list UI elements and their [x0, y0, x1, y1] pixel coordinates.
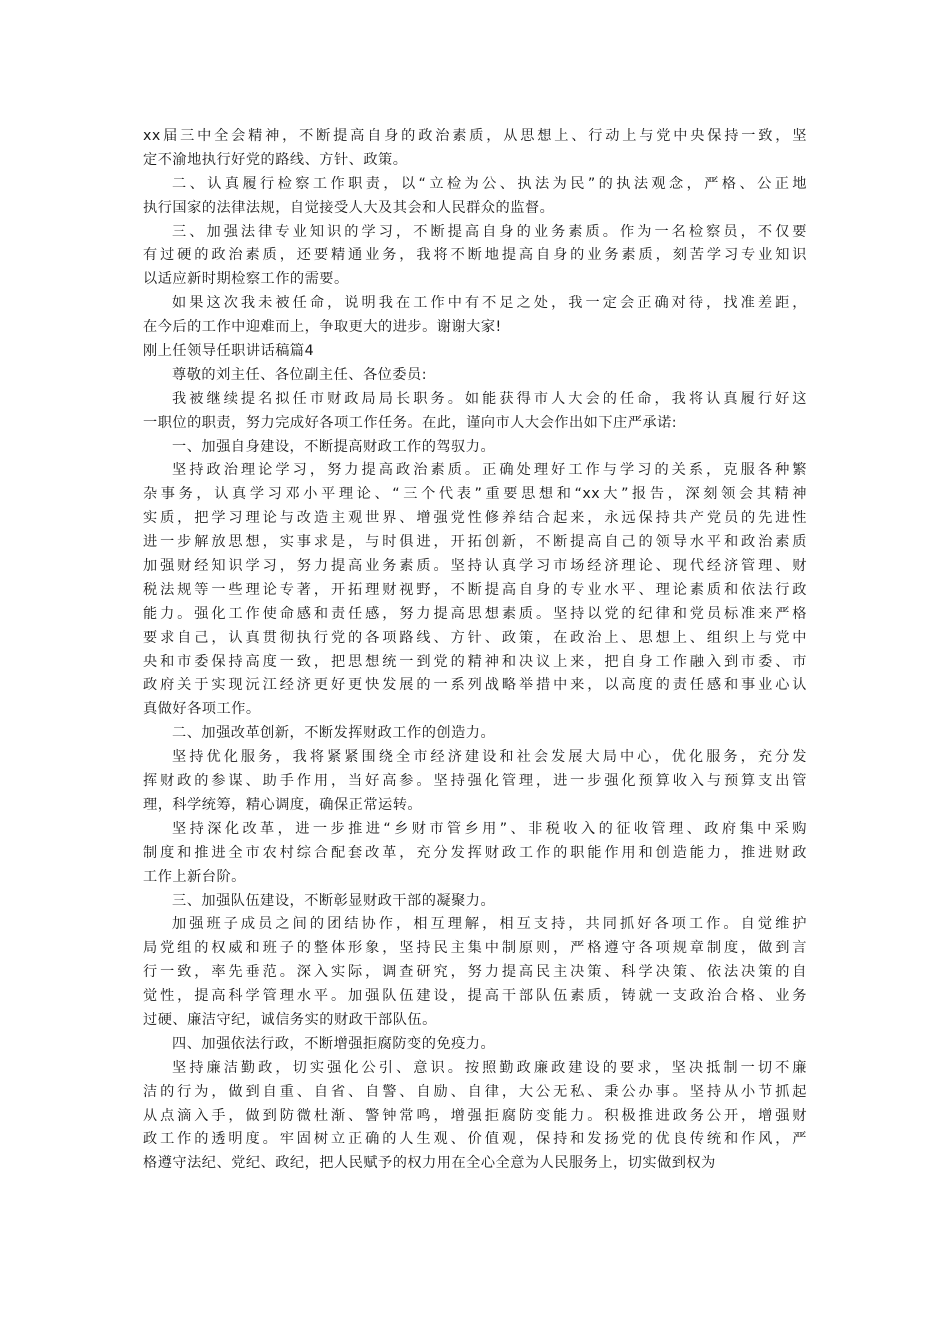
text-line: 洁的行为，做到自重、自省、自警、自励、自律，大公无私、秉公办事。坚持从小节抓起 [143, 1083, 807, 1100]
text-line: 加强财经知识学习，努力提高业务素质。坚持认真学习市场经济理论、现代经济管理、财 [143, 558, 807, 575]
text-line: 坚持政治理论学习，努力提高政治素质。正确处理好工作与学习的关系，克服各种繁 [172, 462, 807, 479]
section-title [143, 340, 807, 364]
text-line: 工作上新台阶。 [143, 868, 246, 885]
paragraph [143, 459, 807, 722]
text-line: 进一步解放思想，实事求是，与时俱进，开拓创新，不断提高自己的领导水平和政治素质 [143, 534, 807, 551]
text-line: 能力。强化工作使命感和责任感，努力提高思想素质。坚持以党的纪律和党员标准来严格 [143, 605, 807, 622]
text-line: 三、加强队伍建设，不断彰显财政干部的凝聚力。 [172, 892, 496, 909]
paragraph [143, 436, 807, 460]
text-line: 真做好各项工作。 [143, 701, 261, 718]
text-line: 有过硬的政治素质，还要精通业务，我将不断地提高自身的业务素质，刻苦学习专业知识 [143, 247, 807, 264]
paragraph [143, 1033, 807, 1057]
text-line: 制度和推进全市农村综合配套改革，充分发挥财政工作的职能作用和创造能力，推进财政 [143, 844, 807, 861]
text-line: 觉性，提高科学管理水平。加强队伍建设，提高干部队伍素质，铸就一支政治合格、业务 [143, 988, 807, 1005]
text-line: 理，科学统筹，精心调度，确保正常运转。 [143, 796, 423, 813]
text-line: 央和市委保持高度一致，把思想统一到党的精神和决议上来，把自身工作融入到市委、市 [143, 653, 807, 670]
text-line: 坚持廉洁勤政，切实强化公引、意识。按照勤政廉政建设的要求，坚决抵制一切不廉 [172, 1059, 807, 1076]
paragraph [143, 388, 807, 436]
text-line: 以适应新时期检察工作的需要。 [143, 271, 349, 288]
text-line: 尊敬的刘主任、各位副主任、各位委员: [172, 366, 427, 383]
text-line: 过硬、廉洁守纪，诚信务实的财政干部队伍。 [143, 1011, 437, 1028]
text-line: 挥财政的参谋、助手作用，当好高参。坚持强化管理，进一步强化预算收入与预算支出管 [143, 773, 807, 790]
text-line: 二、认真履行检察工作职责，以“立检为公、执法为民”的执法观念，严格、公正地 [172, 175, 807, 192]
text-line: xx届三中全会精神，不断提高自身的政治素质，从思想上、行动上与党中央保持一致，坚 [143, 128, 807, 144]
text-line: 三、加强法律专业知识的学习，不断提高自身的业务素质。作为一名检察员，不仅要 [172, 223, 807, 240]
paragraph [143, 292, 807, 340]
text-line: 坚持优化服务，我将紧紧围绕全市经济建设和社会发展大局中心，优化服务，充分发 [172, 749, 807, 766]
text-line: 杂事务，认真学习邓小平理论、“三个代表”重要思想和“xx大”报告，深刻领会其精神 [143, 486, 807, 503]
text-line: 在今后的工作中迎难而上，争取更大的进步。谢谢大家! [143, 319, 502, 336]
text-line: 政府关于实现沅江经济更好更快发展的一系列战略举措中来，以高度的责任感和事业心认 [143, 677, 807, 694]
text-line: 四、加强依法行政，不断增强拒腐防变的免疫力。 [172, 1035, 496, 1052]
text-line: 如果这次我未被任命，说明我在工作中有不足之处，我一定会正确对待，找准差距， [172, 295, 807, 312]
text-line: 执行国家的法律法规，自觉接受人大及其会和人民群众的监督。 [143, 199, 555, 216]
text-line: 实质，把学习理论与改造主观世界、增强党性修养结合起来，永远保持共产党员的先进性 [143, 510, 807, 527]
text-line: 税法规等一些理论专著，开拓理财视野，不断提高自身的专业水平、理论素质和依法行政 [143, 581, 807, 598]
text-line: 我被继续提名拟任市财政局局长职务。如能获得市人大会的任命，我将认真履行好这 [172, 390, 807, 407]
text-line: 定不渝地执行好党的路线、方针、政策。 [143, 151, 408, 168]
paragraph [143, 1057, 807, 1176]
paragraph [143, 722, 807, 746]
paragraph [143, 221, 807, 293]
paragraph [143, 890, 807, 914]
paragraph [143, 173, 807, 221]
title-text: 刚上任领导任职讲话稿篇4 [143, 343, 315, 360]
text-line: 二、加强改革创新，不断发挥财政工作的创造力。 [172, 725, 496, 742]
text-line: 局党组的权威和班子的整体形象，坚持民主集中制原则，严格遵守各项规章制度，做到言 [143, 940, 807, 957]
paragraph [143, 746, 807, 818]
text-line: 坚持深化改革，进一步推进“乡财市管乡用”、非税收入的征收管理、政府集中采购 [172, 820, 807, 837]
text-line: 加强班子成员之间的团结协作，相互理解，相互支持，共同抓好各项工作。自觉维护 [172, 916, 807, 933]
paragraph [143, 125, 807, 173]
text-line: 格遵守法纪、党纪、政纪，把人民赋予的权力用在全心全意为人民服务上，切实做到权为 [143, 1155, 716, 1172]
text-line: 一职位的职责，努力完成好各项工作任务。在此，谨向市人大会作出如下庄严承诺: [143, 414, 678, 431]
paragraph [143, 818, 807, 890]
document-page [143, 125, 807, 1176]
paragraph [143, 364, 807, 388]
paragraph [143, 913, 807, 1032]
text-line: 一、加强自身建设，不断提高财政工作的驾驭力。 [172, 438, 496, 455]
text-line: 政工作的透明度。牢固树立正确的人生观、价值观，保持和发扬党的优良传统和作风，严 [143, 1131, 807, 1148]
text-line: 从点滴入手，做到防微杜渐、警钟常鸣，增强拒腐防变能力。积极推进政务公开，增强财 [143, 1107, 807, 1124]
text-line: 要求自己，认真贯彻执行党的各项路线、方针、政策，在政治上、思想上、组织上与党中 [143, 629, 807, 646]
text-line: 行一致，率先垂范。深入实际，调查研究，努力提高民主决策、科学决策、依法决策的自 [143, 964, 807, 981]
